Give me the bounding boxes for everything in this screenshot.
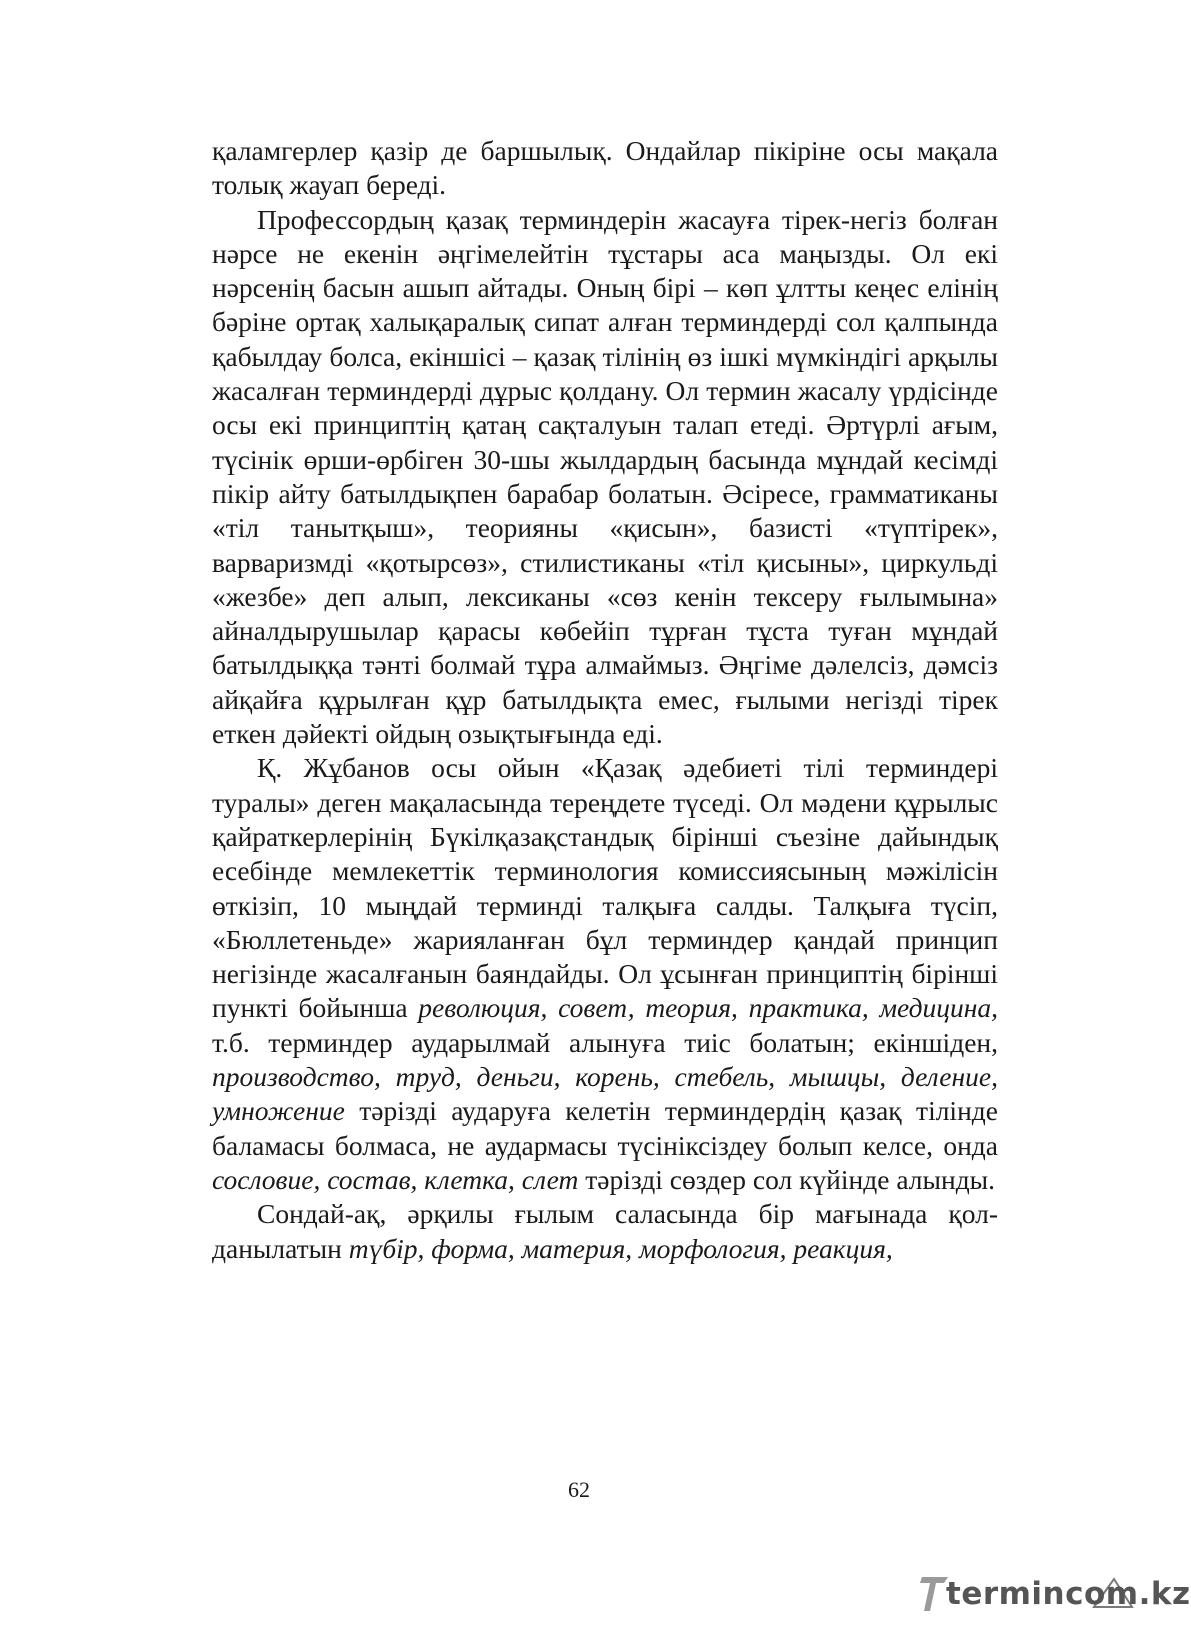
paragraph bbox=[212, 203, 998, 752]
paragraph-text: Сондай-ақ, әрқилы ғылым саласында бір мағынада қолданылатын bbox=[212, 1198, 998, 1264]
watermark-logo bbox=[918, 1567, 1191, 1617]
paragraph bbox=[212, 751, 998, 1197]
italic-term-list: революция, совет, теория, практика, медицина, bbox=[418, 992, 999, 1024]
paragraph-text: тәрізді сөздер сол күйінде алынды. bbox=[578, 1163, 996, 1195]
paragraph bbox=[212, 134, 998, 203]
italic-term-list: сословие, состав, клетка, слет bbox=[212, 1163, 579, 1195]
paragraph-text: т.б. терминдер аударылмай алынуға тиіс болатын; екіншіден, bbox=[212, 1026, 998, 1058]
page-body bbox=[212, 134, 998, 1266]
italic-term-list: түбір, форма, материя, морфология, реакция, bbox=[348, 1232, 893, 1264]
watermark-text: termincom.kz bbox=[946, 1576, 1191, 1612]
paragraph-text: Профессордың қазақ терминдерін жасауға тірек-негіз болған нәрсе не екенін әңгімелейтін тұстары аса маңызды. Ол екі нәрсенің басын ашып айтады. Оның бірі – көп ұлтты кеңес елінің бәріне ортақ халықаралық сипат алған терминдерді сол қалпында қабылдау болса, екіншісі – қазақ тілінің өз ішкі мүмкіндігі арқылы жасалған терминдерді дұрыс қолдану. Ол термин жасалу үрдісінде осы екі принциптің қатаң сақталуын талап етеді. Әртүрлі ағым, түсінік өрши-өрбіген 30-шы жылдардың басында мұндай кесімді пікір айту батылдықпен барабар болатын. Әсіресе, грамматиканы «тіл танытқыш», теорияны «қисын», базисті «түптірек», варваризмді «қотырсөз», стилистиканы «тіл қисыны», циркульді «жезбе» деп алып, лексиканы «сөз кенін тексеру ғылымына» айналдырушылар қарасы көбейіп тұрған тұста туған мұндай батылдыққа тәнті болмай тұра алмаймыз. Әңгіме дәлелсіз, дәмсіз айқайға құрылған құр батылдықта емес, ғылыми негізді тірек еткен дәйекті ойдың озықтығында еді. bbox=[212, 203, 998, 750]
italic-term-list: производство, труд, деньги, корень, стебель, мышцы, деление, умножение bbox=[212, 1061, 998, 1127]
paragraph-text: Қ. Жұбанов осы ойын «Қазақ әдебиеті тілі терминдері туралы» деген мақаласында тереңдете түседі. Ол мәдени құрылыс қайраткерлерінің Бүкілқазақстандық бірінші съезіне дайындық есебінде мемлекеттік терминология комиссиясының мәжілісін өткізіп, 10 мыңдай терминді талқыға салды. Талқыға түсіп, «Бюллетеньде» жарияланған бұл терминдер қандай принцип негізінде жасалғанын баяндайды. Ол ұсынған принциптің бірінші пункті бойынша bbox=[212, 752, 998, 1024]
paragraph bbox=[212, 1197, 998, 1266]
page-number: 62 bbox=[568, 1477, 590, 1502]
paragraph-text: тәрізді аударуға келетін терминдердің қазақ тілінде баламасы болмаса, не аудармасы түсініксіздеу болып келсе, онда bbox=[212, 1095, 998, 1161]
paragraph-text: қаламгерлер қазір де баршылық. Ондайлар пікіріне осы мақала толық жауап береді. bbox=[212, 135, 998, 201]
